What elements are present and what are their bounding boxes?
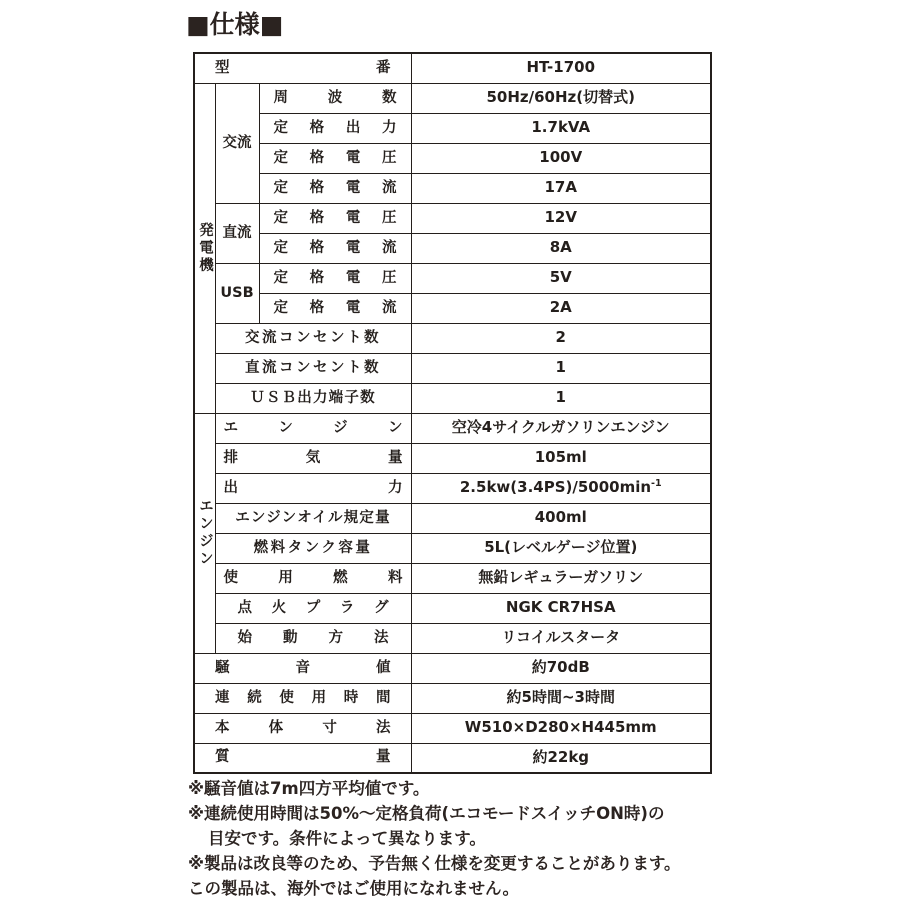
row-value-usb-rated-voltage: 5V [411,263,711,293]
table-row [194,353,711,383]
row-label-usb-port-count: ＵＳＢ出力端子数 [215,383,411,413]
table-row [194,293,711,323]
row-label-continuous-runtime: 連 続 使 用 時 間 [194,683,411,713]
footnote-noise: ※騒音値は7m四方平均値です。 [188,779,430,798]
row-value-usb-port-count: 1 [411,383,711,413]
row-label-dc-rated-voltage: 定 格 電 圧 [259,203,411,233]
row-label-oil-capacity: エンジンオイル規定量 [215,503,411,533]
row-label-model [194,53,411,83]
group-label-generator: 発電機 [194,83,215,413]
row-label-dc-outlet-count: 直流コンセント数 [215,353,411,383]
table-row [194,743,711,773]
row-label-ac-rated-current: 定 格 電 流 [259,173,411,203]
table-row [194,503,711,533]
row-value-continuous-runtime: 約5時間~3時間 [411,683,711,713]
row-value-model: HT-1700 [411,53,711,83]
row-value-engine-output: $2.5kw(3.4PS)/5000\min^{-1}$ [411,473,711,503]
table-row [194,383,711,413]
footnotes [188,776,748,900]
row-label-frequency: 周 波 数 [259,83,411,113]
table-row [194,203,711,233]
row-value-dc-rated-current: 8A [411,233,711,263]
footnote-spec-change: ※製品は改良等のため、予告無く仕様を変更することがあります。 [188,854,681,873]
row-value-spark-plug: NGK CR7HSA [411,593,711,623]
table-row [194,83,711,113]
row-label-fuel-tank-capacity: 燃料タンク容量 [215,533,411,563]
row-value-displacement: 105ml [411,443,711,473]
footnote-domestic-only: この製品は、海外ではご使用になれません。 [188,879,519,898]
row-value-dimensions: W510×D280×H445mm [411,713,711,743]
subgroup-label-usb: USB [215,263,259,323]
row-label-spark-plug: 点 火 プ ラ グ [215,593,411,623]
table-row [194,53,711,83]
row-label-engine-type: エ ン ジ ン [215,413,411,443]
row-value-dc-outlet-count: 1 [411,353,711,383]
page-title: ■仕様■ [186,10,284,39]
table-row [194,473,711,503]
table-row [194,653,711,683]
superscript: -1 [651,478,662,490]
specification-table [193,52,712,774]
label-char: 番 [376,59,391,76]
row-label-usb-rated-current: 定 格 電 流 [259,293,411,323]
row-value-usb-rated-current: 2A [411,293,711,323]
row-label-ac-rated-output: 定 格 出 力 [259,113,411,143]
row-label-weight: 質 量 [194,743,411,773]
table-row [194,173,711,203]
row-value-noise-level: 約70dB [411,653,711,683]
row-value-dc-rated-voltage: 12V [411,203,711,233]
subgroup-label-ac: 交流 [215,83,259,203]
table-row [194,323,711,353]
table-row [194,533,711,563]
row-value-weight: 約22kg [411,743,711,773]
row-value-ac-rated-current: 17A [411,173,711,203]
row-value-ac-outlet-count: 2 [411,323,711,353]
row-label-ac-outlet-count: 交流コンセント数 [215,323,411,353]
table-row [194,563,711,593]
table-row [194,683,711,713]
row-value-oil-capacity: 400ml [411,503,711,533]
row-label-engine-output: 出 力 [215,473,411,503]
row-label-ac-rated-voltage: 定 格 電 圧 [259,143,411,173]
row-value-frequency: 50Hz/60Hz(切替式) [411,83,711,113]
row-label-dc-rated-current: 定 格 電 流 [259,233,411,263]
footnote-runtime-line1: ※連続使用時間は50%～定格負荷(エコモードスイッチON時)の [188,804,665,823]
label-char: 型 [215,59,230,76]
table-row [194,263,711,293]
row-label-fuel-type: 使 用 燃 料 [215,563,411,593]
row-value-ac-rated-voltage: 100V [411,143,711,173]
row-label-starting-method: 始 動 方 法 [215,623,411,653]
row-label-displacement: 排 気 量 [215,443,411,473]
table-row [194,443,711,473]
group-label-engine: エンジン [194,413,215,653]
table-row [194,623,711,653]
table-row [194,113,711,143]
footnote-runtime-line2: 目安です。条件によって異なります。 [208,829,486,848]
table-row [194,143,711,173]
row-label-noise-level: 騒 音 値 [194,653,411,683]
table-row [194,713,711,743]
row-value-starting-method: リコイルスタータ [411,623,711,653]
row-value-fuel-type: 無鉛レギュラーガソリン [411,563,711,593]
subgroup-label-dc: 直流 [215,203,259,263]
table-row [194,413,711,443]
table-row [194,593,711,623]
row-value-ac-rated-output: 1.7kVA [411,113,711,143]
row-value-fuel-tank-capacity: 5L(レベルゲージ位置) [411,533,711,563]
table-row [194,233,711,263]
row-label-dimensions: 本 体 寸 法 [194,713,411,743]
row-label-usb-rated-voltage: 定 格 電 圧 [259,263,411,293]
row-value-engine-type: 空冷4サイクルガソリンエンジン [411,413,711,443]
